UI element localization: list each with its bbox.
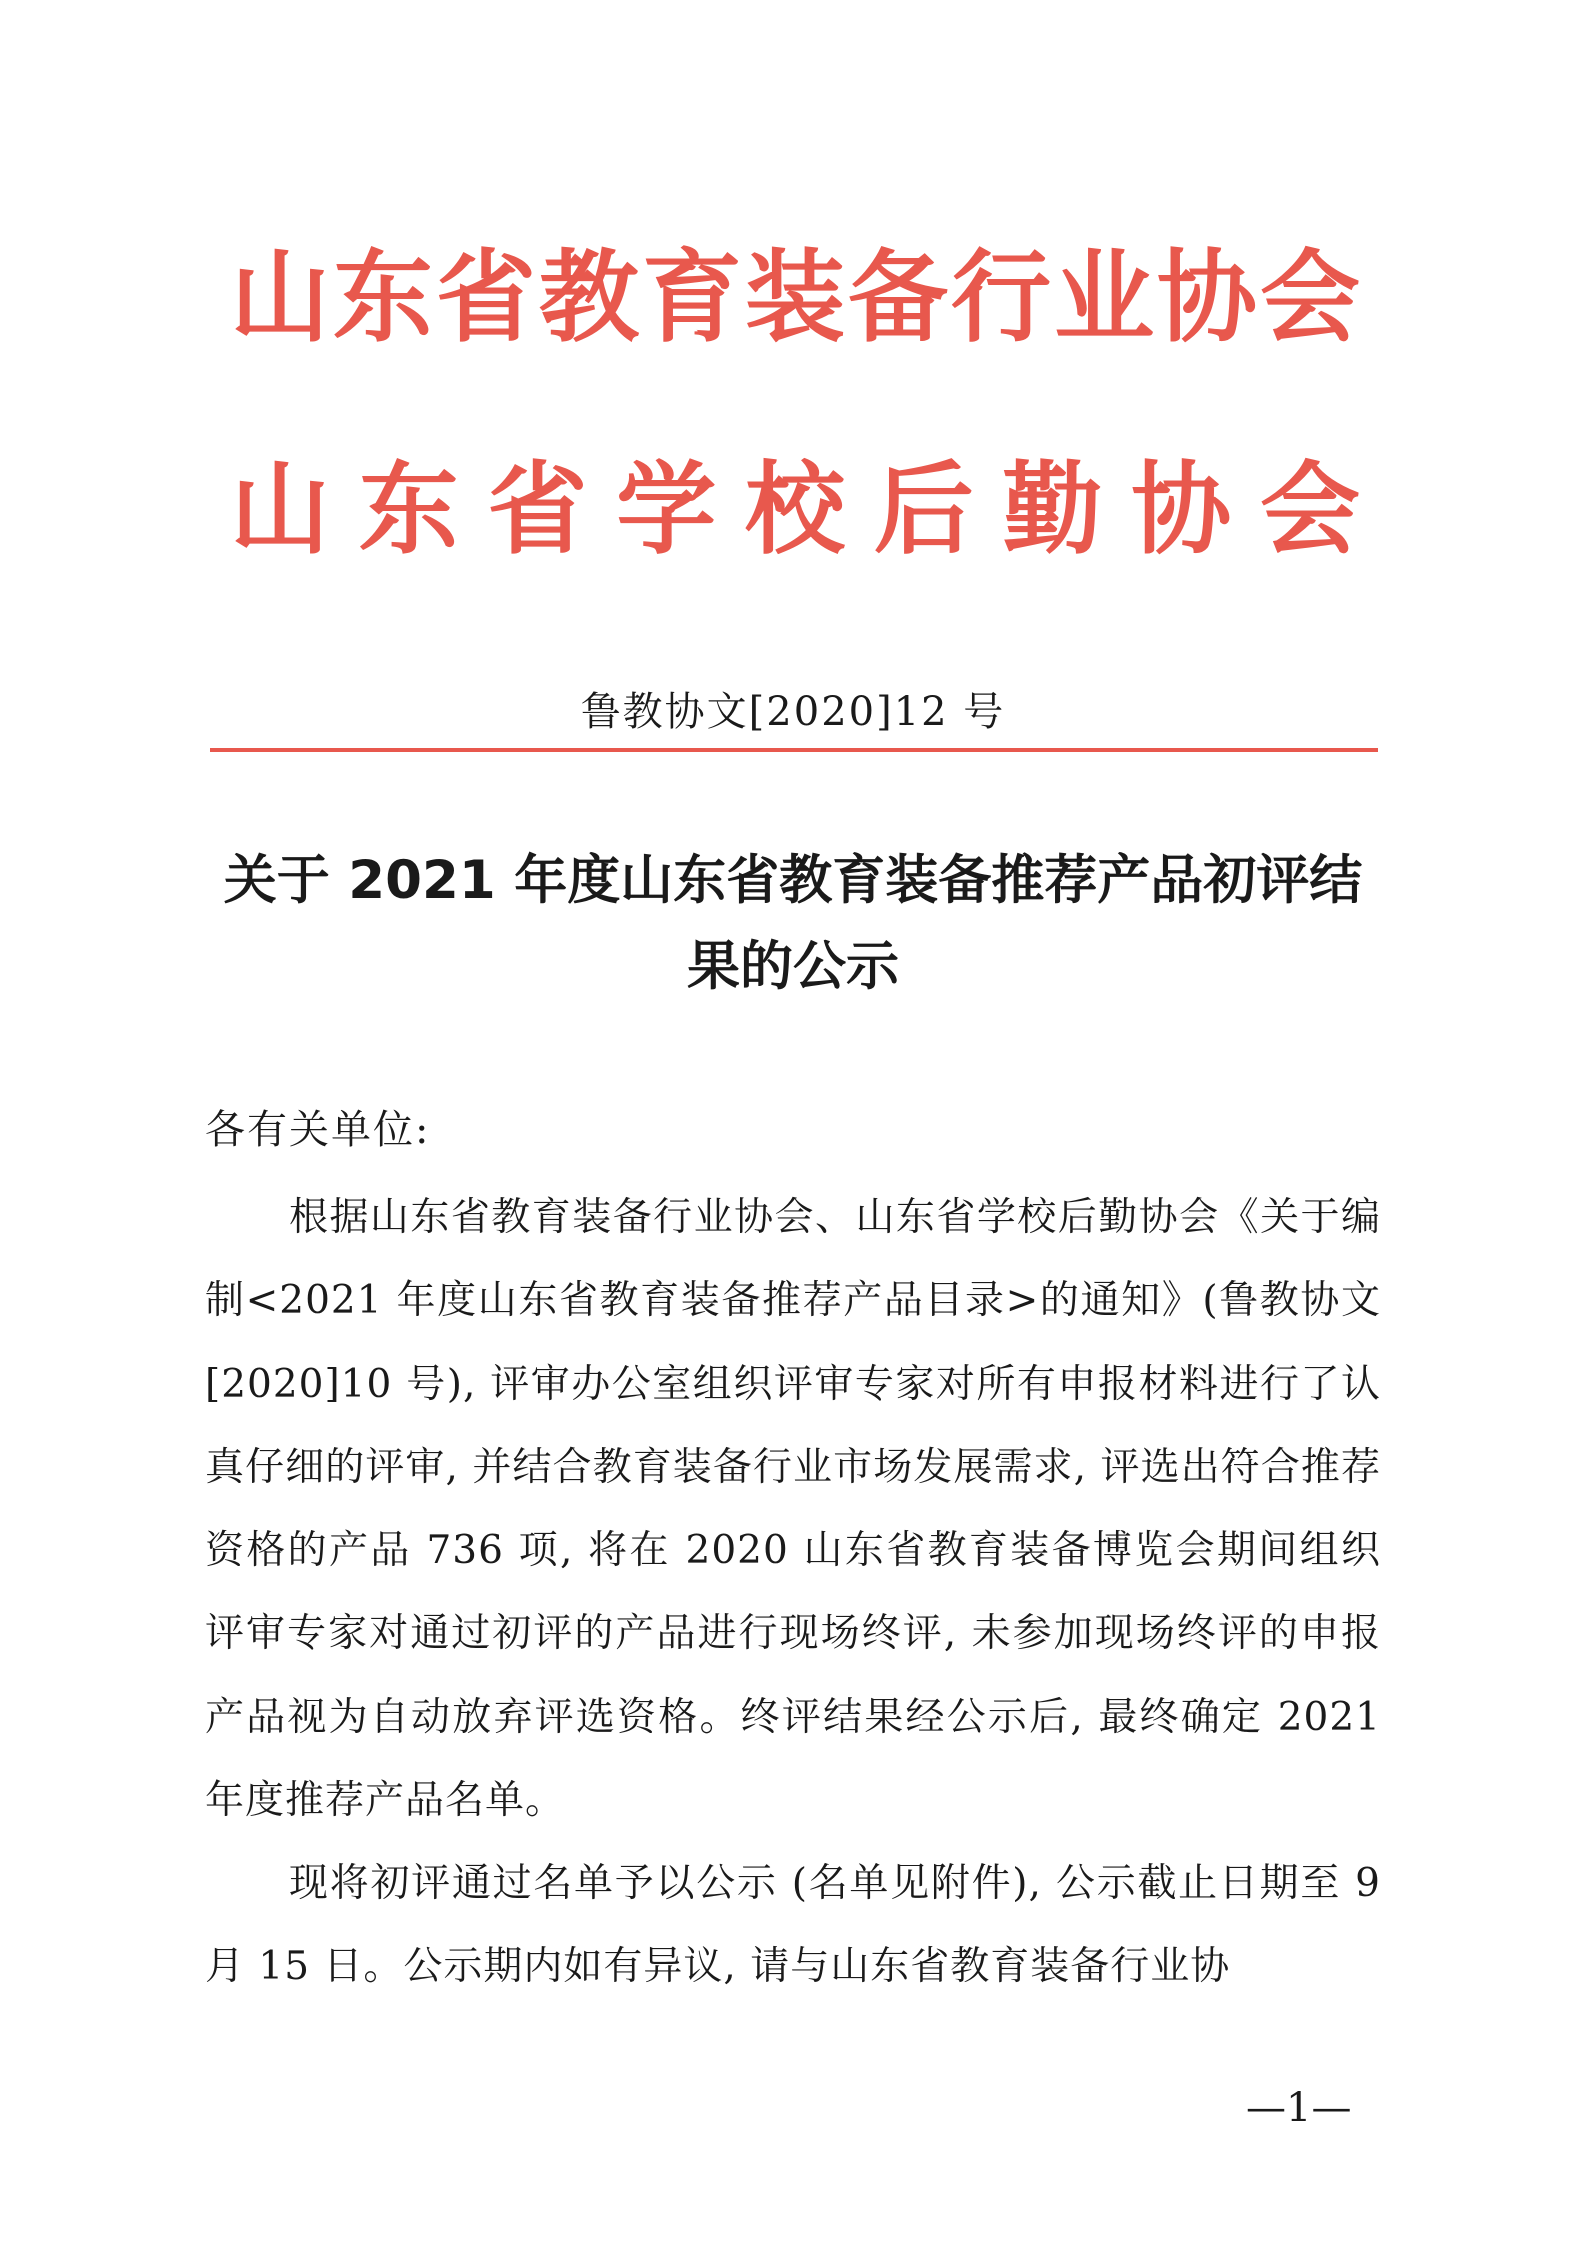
- body-paragraph-2: 现将初评通过名单予以公示 (名单见附件), 公示截止日期至 9 月 15 日。公示期内如有异议, 请与山东省教育装备行业协: [205, 1861, 1381, 1990]
- body-paragraph-1: 根据山东省教育装备行业协会、山东省学校后勤协会《关于编制<2021 年度山东省教育装备推荐产品目录>的通知》(鲁教协文[2020]10 号), 评审办公室组织评审专家对所有申报材料进行了认真仔细的评审, 并结合教育装备行业市场发展需求, 评选出符合推荐资格的产品 736 项, 将在 2020 山东省教育装备博览会期间组织评审专家对通过初评的产品进行现场终评, 未参加现场终评的申报产品视为自动放弃评选资格。终评结果经公示后, 最终确定 2021 年度推荐产品名单。: [205, 1195, 1381, 1824]
- page-number: —1—: [1246, 2085, 1352, 2131]
- letterhead-line-1: 山东省教育装备行业协会: [230, 239, 1360, 356]
- document-title: 关于 2021 年度山东省教育装备推荐产品初评结果的公示: [223, 850, 1363, 997]
- red-divider: [210, 748, 1378, 752]
- document-number: 鲁教协文[2020]12 号: [580, 689, 1006, 735]
- salutation: 各有关单位:: [205, 1107, 431, 1153]
- letterhead-line-2: 山东省学校后勤协会: [230, 451, 1360, 568]
